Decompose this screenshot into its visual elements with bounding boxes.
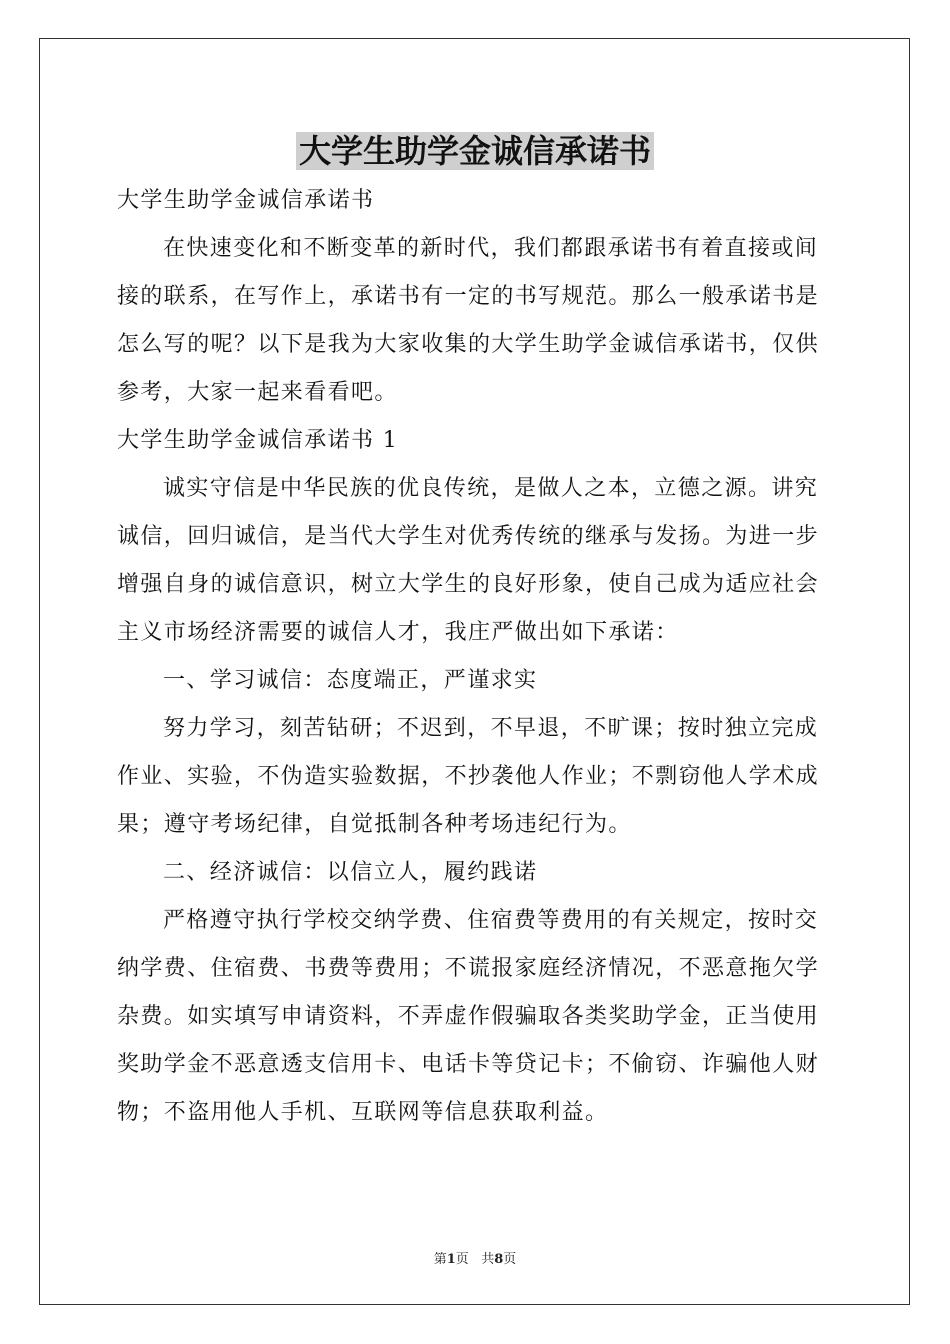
page-number: 1 [446, 1252, 456, 1267]
text-line: 果；遵守考场纪律，自觉抵制各种考场违纪行为。 [117, 812, 632, 837]
page-prefix: 第 [433, 1252, 447, 1267]
text-line: 大学生助学金诚信承诺书 [117, 188, 375, 213]
total-pages: 8 [494, 1252, 504, 1267]
text-line: 奖助学金不恶意透支信用卡、电话卡等贷记卡；不偷窃、诈骗他人财 [117, 1052, 820, 1077]
text-line: 参考，大家一起来看看吧。 [117, 380, 398, 405]
document-title: 大学生助学金诚信承诺书 [117, 128, 833, 174]
text-line: 一、学习诚信：态度端正，严谨求实 [163, 668, 538, 693]
text-line: 严格遵守执行学校交纳学费、住宿费等费用的有关规定，按时交 [163, 908, 819, 933]
text-line: 二、经济诚信：以信立人，履约践诺 [163, 860, 538, 885]
text-line: 主义市场经济需要的诚信人才，我庄严做出如下承诺： [117, 620, 679, 645]
document-body [117, 177, 833, 1137]
page-suffix: 页 [455, 1252, 469, 1267]
text-line: 大学生助学金诚信承诺书 1 [117, 428, 399, 453]
text-line: 作业、实验，不伪造实验数据，不抄袭他人作业；不剽窃他人学术成 [117, 764, 820, 789]
text-line: 努力学习，刻苦钻研；不迟到，不早退，不旷课；按时独立完成 [163, 716, 819, 741]
text-line: 在快速变化和不断变革的新时代，我们都跟承诺书有着直接或间 [163, 236, 819, 261]
text-line: 物；不盗用他人手机、互联网等信息获取利益。 [117, 1100, 609, 1125]
text-line: 杂费。如实填写申请资料，不弄虚作假骗取各类奖助学金，正当使用 [117, 1004, 820, 1029]
total-suffix: 页 [503, 1252, 517, 1267]
text-line: 纳学费、住宿费、书费等费用；不谎报家庭经济情况，不恶意拖欠学 [117, 956, 820, 981]
text-line: 增强自身的诚信意识，树立大学生的良好形象，使自己成为适应社会 [117, 572, 820, 597]
text-line: 诚信，回归诚信，是当代大学生对优秀传统的继承与发扬。为进一步 [117, 524, 820, 549]
total-prefix: 共 [481, 1252, 495, 1267]
text-line: 诚实守信是中华民族的优良传统，是做人之本，立德之源。讲究 [163, 476, 819, 501]
text-line: 接的联系，在写作上，承诺书有一定的书写规范。那么一般承诺书是 [117, 284, 820, 309]
text-line: 怎么写的呢？以下是我为大家收集的大学生助学金诚信承诺书，仅供 [117, 332, 820, 357]
page-footer [0, 1248, 950, 1267]
